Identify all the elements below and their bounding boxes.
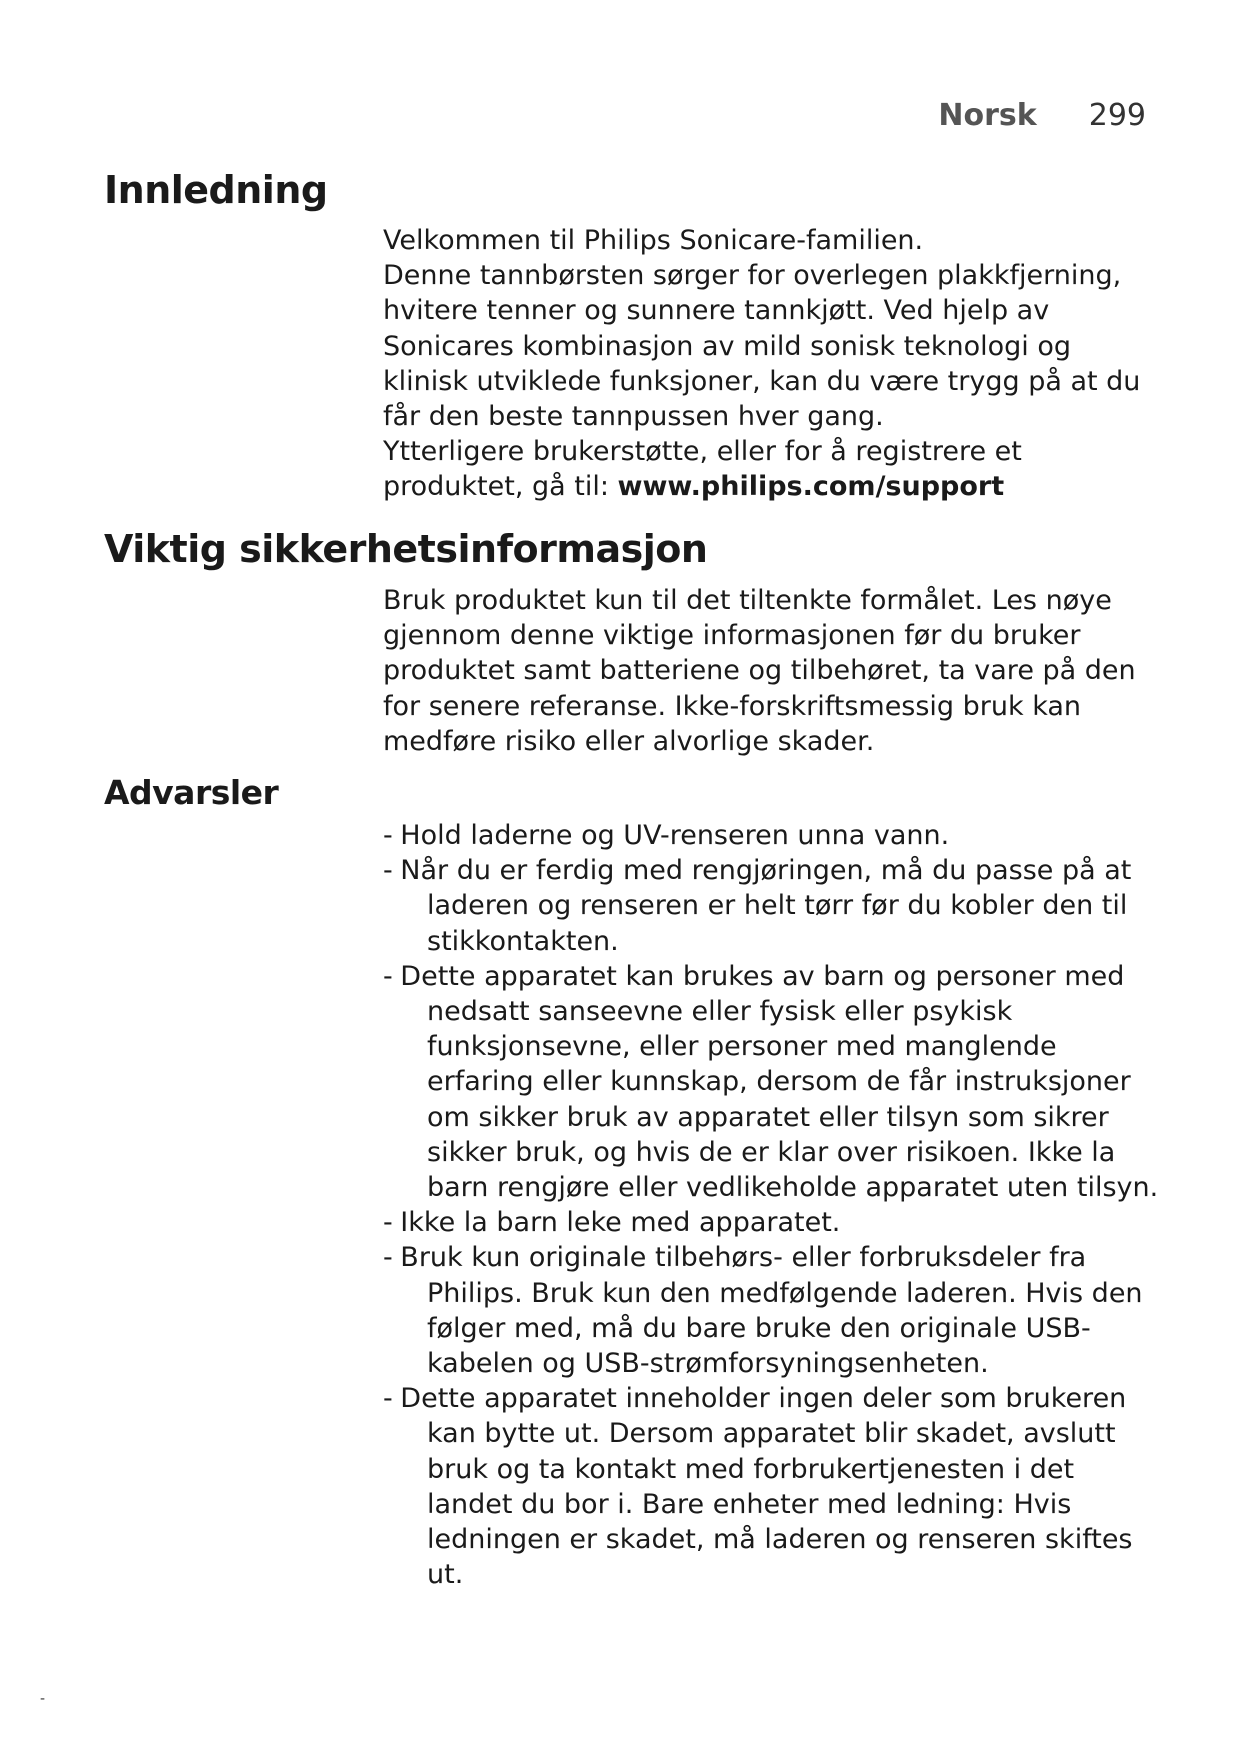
page-number: 299 [1088,98,1146,133]
support-link[interactable]: www.philips.com/support [617,471,1005,503]
list-bullet: - [383,820,393,851]
list-bullet: - [383,1383,393,1415]
support-text: Ytterligere brukerstøtte, eller for å registrere et produktet, gå til: [383,436,1022,503]
warning-item [383,1381,1163,1592]
warnings-body [383,818,1163,1592]
warning-text: Hold laderne og UV-renseren unna vann. [400,820,950,851]
list-bullet: - [383,1242,393,1274]
list-bullet: - [383,960,393,992]
warning-text: Dette apparatet inneholder ingen deler som brukeren kan bytte ut. Dersom apparatet blir skadet, avslutt bruk og ta kontakt med forbrukertjenesten i det landet du bor i. Bare enheter med ledning: Hvis ledningen er skadet, må laderen og renseren skiftes ut. [400,1383,1133,1591]
safety-paragraph: Bruk produktet kun til det tiltenkte formålet. Les nøye gjennom denne viktige informasjonen før du bruker produktet samt batteriene og tilbehøret, ta vare på den for senere referanse. Ikke-forskriftsmessig bruk kan medføre risiko eller alvorlige skader. [383,585,1136,757]
warning-text: Ikke la barn leke med apparatet. [400,1207,841,1239]
warning-item [383,818,1163,853]
intro-paragraph-description: Denne tannbørsten sørger for overlegen plakkfjerning, hvitere tenner og sunnere tannkjøtt. Ved hjelp av Sonicares kombinasjon av mild sonisk teknologi og klinisk utviklede funksjoner, kan du være trygg på at du får den beste tannpussen hver gang. [383,260,1141,433]
warning-item [383,959,1163,1205]
warnings-heading: Advarsler [104,773,279,812]
warnings-list [383,818,1163,1592]
list-bullet: - [383,1207,393,1239]
intro-paragraph-welcome: Velkommen til Philips Sonicare-familien. [383,225,924,256]
warning-text: Bruk kun originale tilbehørs- eller forbruksdeler fra Philips. Bruk kun den medfølgende laderen. Hvis den følger med, må du bare bruke den originale USB-kabelen og USB-strømforsyningsenheten. [400,1242,1143,1380]
intro-body [383,223,1163,505]
warning-item [383,853,1163,959]
warning-item [383,1240,1163,1381]
language-label: Norsk [938,98,1037,133]
warning-item [383,1205,1163,1240]
warning-text: Når du er ferdig med rengjøringen, må du passe på at laderen og renseren er helt tørr før du kobler den til stikkontakten. [400,855,1132,957]
corner-mark: - [40,1691,46,1707]
intro-heading: Innledning [104,168,328,212]
intro-support-paragraph [383,434,1163,504]
list-bullet: - [383,855,393,887]
safety-body [383,583,1163,759]
page-header [938,98,1146,133]
safety-heading: Viktig sikkerhetsinformasjon [104,527,708,571]
warning-text: Dette apparatet kan brukes av barn og personer med nedsatt sanseevne eller fysisk eller psykisk funksjonsevne, eller personer med manglende erfaring eller kunnskap, dersom de får instruksjoner om sikker bruk av apparatet eller tilsyn som sikrer sikker bruk, og hvis de er klar over risikoen. Ikke la barn rengjøre eller vedlikeholde apparatet uten tilsyn. [400,960,1159,1204]
